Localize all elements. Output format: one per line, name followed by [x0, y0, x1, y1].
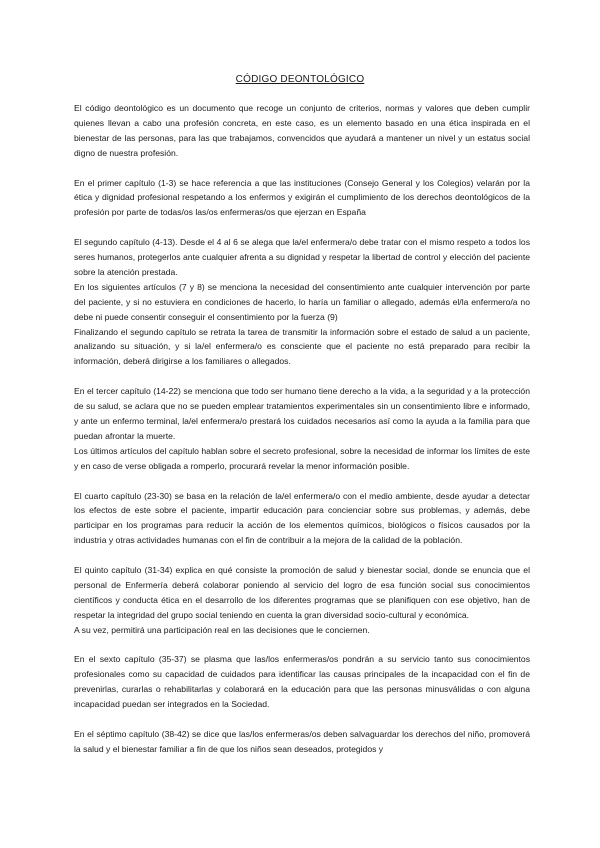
paragraph-chapter-3-secrecy: Los últimos artículos del capítulo hablan sobre el secreto profesional, sobre la necesidad de informar los límites de este y en caso de verse obligada a romperlo, procurará revelar la menor información posible. — [74, 445, 530, 471]
paragraph-chapter-2: El segundo capítulo (4-13). Desde el 4 al 6 se alega que la/el enfermera/o debe tratar con el mismo respeto a todos los seres humanos, protegerlos ante cualquier afrenta a su dignidad y respetar la libertad de control y elección del paciente sobre la atención prestada. — [74, 237, 530, 277]
document-title: CÓDIGO DEONTOLÓGICO — [235, 74, 365, 85]
paragraph-chapter-2-consent: En los siguientes artículos (7 y 8) se menciona la necesidad del consentimiento ante cualquier intervención por parte del paciente, y si no estuviera en condiciones de hacerlo, lo haría un familiar o allegado, además el/la enfermero/a no debe ni puede consentir conseguir el consentimiento por la fuerza (9) — [74, 281, 530, 322]
paragraph-chapter-6: En el sexto capítulo (35-37) se plasma que las/los enfermeras/os pondrán a su servicio tanto sus conocimientos profesionales como su capacidad de cuidados para identificar las causas principales de la incapacidad con el fin de prevenirlas, curarlas o rehabilitarlas y colaborará en la educación para que las personas minusválidas o con alguna incapacidad puedan ser integrados en la Sociedad. — [74, 654, 530, 710]
paragraph-chapter-2-information: Finalizando el segundo capítulo se retrata la tarea de transmitir la información sobre el estado de salud a un paciente, analizando su situación, y si la/el enfermera/o es consciente que el paciente no está preparado para recibir la información, deberá dirigirse a los familiares o allegados. — [74, 326, 530, 367]
paragraph-intro: El código deontológico es un documento que recoge un conjunto de criterios, normas y valores que deben cumplir quienes llevan a cabo una profesión concreta, en este caso, es un elemento basado en una ética inspirada en el bienestar de las personas, para las que trabajamos, convencidos que ayudará a mantener un nivel y un estatus social digno de nuestra profesión. — [74, 103, 530, 158]
paragraph-chapter-3: En el tercer capítulo (14-22) se menciona que todo ser humano tiene derecho a la vida, a la seguridad y a la protección de su salud, se aclara que no se pueden emplear tratamientos experimentales sin un consentimiento libre e informado, y ante un enfermo terminal, la/el enfermera/o prestará los cuidados necesarios así como la ayuda a la familia para que puedan afrontar la muerte. — [74, 386, 530, 441]
paragraph-chapter-7: En el séptimo capítulo (38-42) se dice que las/los enfermeras/os deben salvaguardar los derechos del niño, promoverá la salud y el bienestar familiar a fin de que los niños sean deseados, protegidos y — [74, 728, 530, 754]
paragraph-chapter-4: El cuarto capítulo (23-30) se basa en la relación de la/el enfermera/o con el medio ambiente, desde ayudar a detectar los efectos de este sobre el paciente, impartir educación para concienciar sobre sus problemas, y además, debe participar en los programas para reducir la acción de los elementos químicos, biológicos o físicos causados por la industria y otras actividades humanas con el fin de contribuir a la mejora de la calidad de la población. — [74, 490, 530, 546]
document-body — [74, 101, 530, 757]
paragraph-chapter-5-participation: A su vez, permitirá una participación real en las decisiones que le conciernen. — [74, 624, 370, 635]
paragraph-chapter-1: En el primer capítulo (1-3) se hace referencia a que las instituciones (Consejo General y los Colegios) velarán por la ética y dignidad profesional respetando a los enfermos y exigirán el cumplimiento de los derechos deontológicos de la profesión por parte de todas/os las/os enfermeras/os que ejerzan en España — [74, 177, 530, 218]
paragraph-chapter-5: El quinto capítulo (31-34) explica en qué consiste la promoción de salud y bienestar social, donde se enuncia que el personal de Enfermería deberá colaborar poniendo al servicio del logro de esa función social sus conocimientos científicos y conducta ética en el desarrollo de los diferentes programas que se planifiquen con ese objetivo, han de respetar la integridad del grupo social teniendo en cuenta la gran diversidad socio-cultural y económica. — [74, 565, 530, 620]
